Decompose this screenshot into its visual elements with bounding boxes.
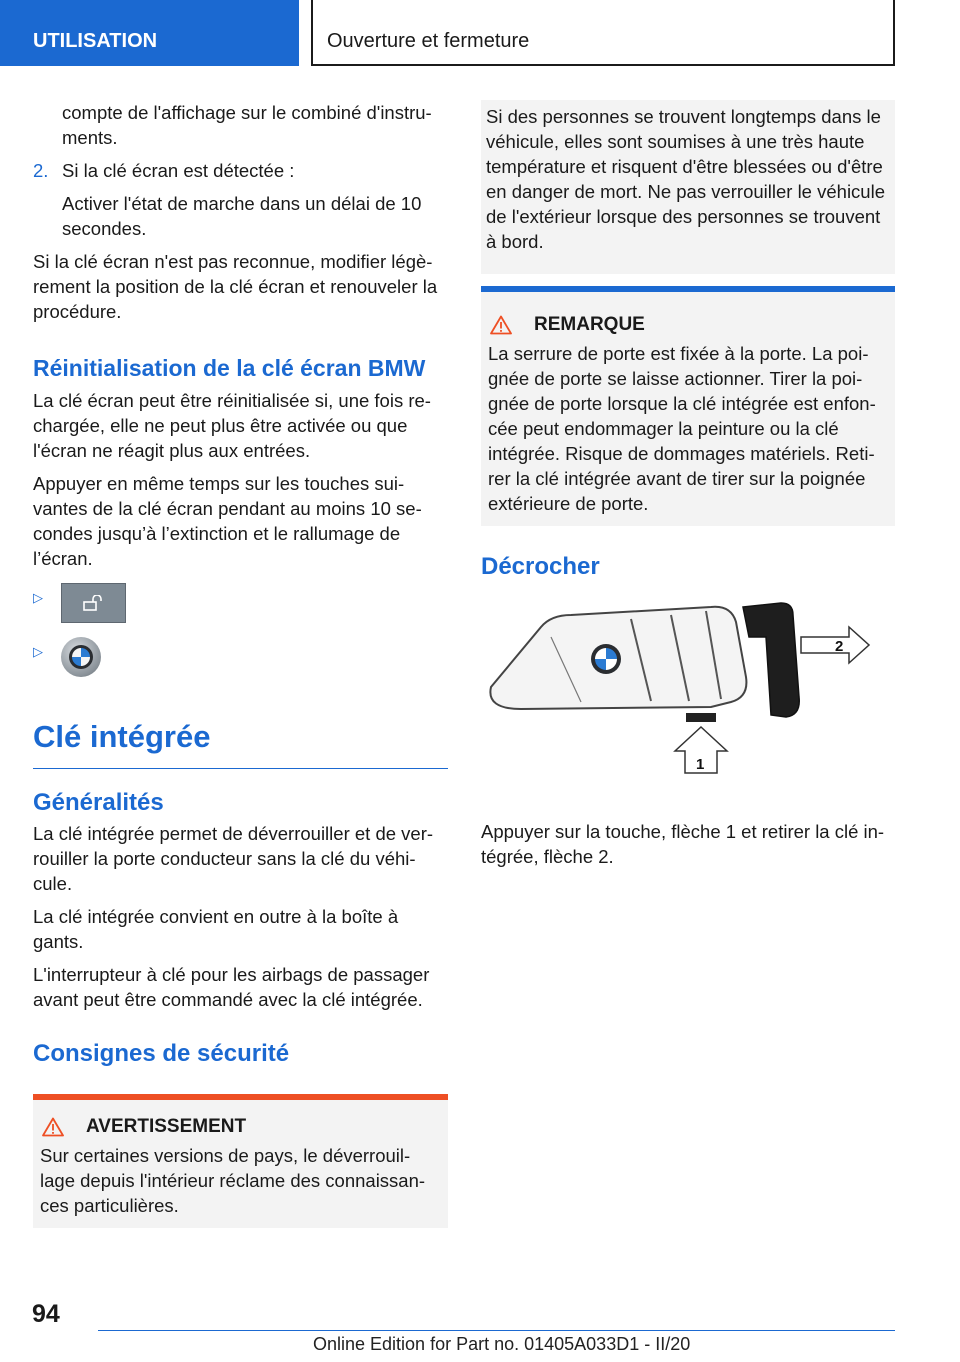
arrow-2-label: 2 xyxy=(835,638,844,655)
header-chapter-label: Ouverture et fermeture xyxy=(327,30,530,52)
bullet-unlock-key xyxy=(33,583,448,623)
unhook-heading: Décrocher xyxy=(481,553,600,580)
step-number: 2. xyxy=(33,160,49,181)
footer-divider xyxy=(98,1330,895,1331)
step-text: Si la clé écran est détectée : xyxy=(62,160,295,181)
warning-triangle-icon xyxy=(42,1117,64,1137)
integrated-key-blade xyxy=(743,603,799,717)
reset-paragraph-1: La clé écran peut être réinitialisée si, une fois re-chargée, elle ne peut plus être activée ou que l'écran ne réagit plus aux entrées. xyxy=(33,390,431,461)
warning-title xyxy=(40,1114,440,1139)
right-column xyxy=(481,100,895,877)
bullet-triangle-icon: ▷ xyxy=(33,644,43,659)
general-heading: Généralités xyxy=(33,789,164,816)
intro-continuation: compte de l'affichage sur le combiné d'instru-ments. xyxy=(62,102,432,148)
note-box xyxy=(481,286,895,526)
warning-title-text: AVERTISSEMENT xyxy=(86,1116,247,1137)
unlock-key-icon xyxy=(61,583,126,623)
note-title-text: REMARQUE xyxy=(534,314,645,335)
header-section-label: UTILISATION xyxy=(33,30,158,52)
page-number: 94 xyxy=(32,1300,60,1328)
integrated-key-heading: Clé intégrée xyxy=(33,717,448,769)
warning-box xyxy=(33,1094,448,1228)
general-paragraph-2: La clé intégrée convient en outre à la boîte à gants. xyxy=(33,906,399,952)
header-section-tab xyxy=(0,0,299,66)
footer-edition: Online Edition for Part no. 01405A033D1 - II/20 xyxy=(313,1334,691,1354)
header-chapter-tab xyxy=(311,0,895,66)
bullet-bmw-key xyxy=(33,637,448,677)
general-paragraph-3: L'interrupteur à clé pour les airbags de passager avant peut être commandé avec la clé intégrée. xyxy=(33,964,430,1010)
step-2 xyxy=(33,158,448,241)
reset-paragraph-2: Appuyer en même temps sur les touches sui-vantes de la clé écran pendant au moins 10 se-condes jusqu’à l’extinction et le rallumage de l’écran. xyxy=(33,473,422,569)
warning-box-continuation xyxy=(481,100,895,274)
safety-heading: Consignes de sécurité xyxy=(33,1040,290,1067)
note-title xyxy=(488,312,887,337)
step-detail: Activer l'état de marche dans un délai de 10 secondes. xyxy=(62,193,422,239)
warning-text: Sur certaines versions de pays, le déverrouil-lage depuis l'intérieur réclame des connaissan-ces particulières. xyxy=(40,1145,426,1216)
release-button xyxy=(686,713,716,722)
bmw-logo-key-icon xyxy=(61,637,101,677)
left-column xyxy=(33,100,448,1228)
key-figure xyxy=(481,597,891,787)
note-text: La serrure de porte est fixée à la porte. La poi-gnée de porte se laisse actionner. Tirer la poi-gnée de porte lorsque la clé intégrée est enfon-cée peut endommager la peinture ou la clé intégrée. Risque de dommages matériels. Reti-rer la clé intégrée avant de tirer sur la poignée extérieure de porte. xyxy=(488,343,876,514)
reset-heading: Réinitialisation de la clé écran BMW xyxy=(33,355,426,381)
warning-triangle-icon xyxy=(490,315,512,335)
arrow-1-label: 1 xyxy=(696,756,705,773)
bullet-triangle-icon: ▷ xyxy=(33,590,43,605)
general-paragraph-1: La clé intégrée permet de déverrouiller et de ver-rouiller la porte conducteur sans la clé du véhi-cule. xyxy=(33,823,434,894)
warning-continuation-text: Si des personnes se trouvent longtemps dans le véhicule, elles sont soumises à une très haute température et risquent d'être blessées ou d'être en danger de mort. Ne pas verrouiller le véhicule de l'extérieur lorsque des personnes se trouvent à bord. xyxy=(486,106,885,252)
unhook-text: Appuyer sur la touche, flèche 1 et retirer la clé in-tégrée, flèche 2. xyxy=(481,821,885,867)
not-recognized-paragraph: Si la clé écran n'est pas reconnue, modifier légè-rement la position de la clé écran et renouveler la procédure. xyxy=(33,251,438,322)
